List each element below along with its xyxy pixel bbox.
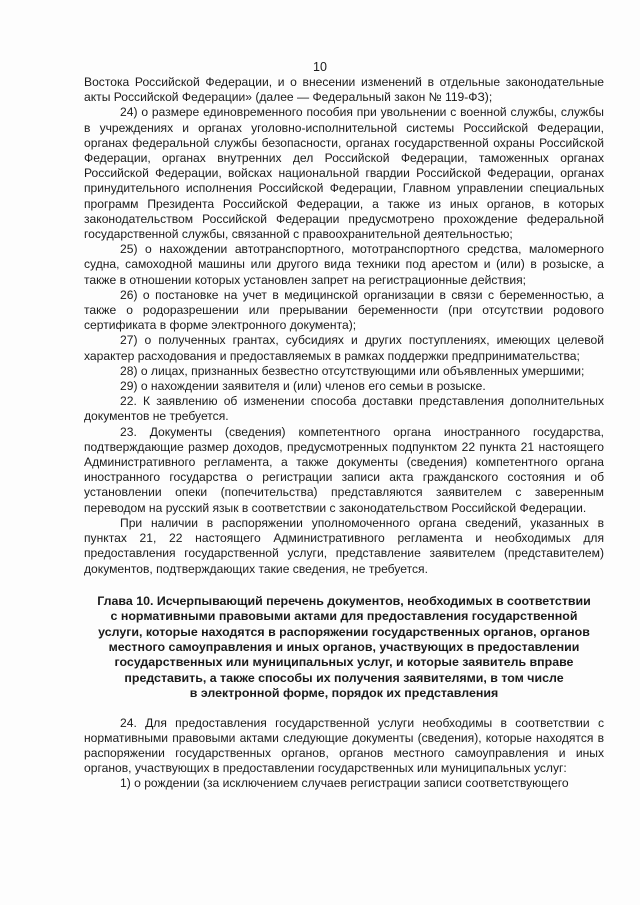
paragraph: 24) о размере единовременного пособия при увольнении с военной службы, службы в учреждениях и органах уголовно-исполнительной системы Российской Федерации, органах федеральной службы безопасности, органах государственной охраны Российской Федерации, органах внутренних дел Российской Федерации, таможенных органах Российской Федерации, войсках национальной гвардии Российской Федерации, органах принудительного исполнения Российской Федерации, Главном управлении специальных программ Президента Российской Федерации, а также из иных органов, в которых законодательством Российской Федерации предусмотрено прохождение федеральной государственной службы, связанной с правоохранительной деятельностью;: [84, 105, 604, 242]
paragraph: 27) о полученных грантах, субсидиях и других поступлениях, имеющих целевой характер расходования и предоставляемых в рамках поддержки предпринимательства;: [84, 333, 604, 363]
page-number: 10: [313, 60, 327, 74]
chapter-heading-line: местного самоуправления и иных органов, участвующих в предоставлении: [108, 639, 580, 654]
paragraph: 28) о лицах, признанных безвестно отсутствующими или объявленных умершими;: [120, 363, 585, 378]
chapter-heading: [84, 594, 604, 702]
chapter-heading-line: с нормативными правовыми актами для предоставления государственной: [110, 609, 578, 624]
paragraph: 24. Для предоставления государственной услуги необходимы в соответствии с нормативными правовыми актами следующие документы (сведения), которые находятся в распоряжении государственных органов, органов местного самоуправления и иных органов, участвующих в предоставлении государственных или муниципальных услуг:: [84, 715, 604, 776]
chapter-heading-line: представить, а также способы их получения заявителями, в том числе: [124, 670, 564, 685]
document-body: [84, 75, 604, 792]
paragraph: При наличии в распоряжении уполномоченного органа сведений, указанных в пунктах 21, 22 настоящего Административного регламента и необходимых для предоставления государственной услуги, представление заявителем (представителем) документов, подтверждающих такие сведения, не требуется.: [84, 515, 604, 576]
chapter-heading-line: услуги, которые находятся в распоряжении государственных органов, органов: [98, 624, 590, 639]
chapter-heading-line: Глава 10. Исчерпывающий перечень документов, необходимых в соответствии: [97, 593, 591, 608]
chapter-heading-line: государственных или муниципальных услуг, и которые заявитель вправе: [114, 655, 574, 670]
paragraph: 26) о постановке на учет в медицинской организации в связи с беременностью, а также о родоразрешении или прерывании беременности (при отсутствии родового сертификата в форме электронного документа);: [84, 287, 604, 333]
paragraph: 1) о рождении (за исключением случаев регистрации записи соответствующего: [120, 776, 569, 791]
paragraph: 22. К заявлению об изменении способа доставки представления дополнительных документов не требуется.: [84, 394, 604, 424]
section-gap: [84, 702, 604, 716]
paragraph-continuation: Востока Российской Федерации, и о внесении изменений в отдельные законодательные акты Российской Федерации» (далее — Федеральный закон № 119-ФЗ);: [84, 75, 604, 105]
paragraph: 29) о нахождении заявителя и (или) членов его семьи в розыске.: [120, 379, 486, 394]
paragraph: 23. Документы (сведения) компетентного органа иностранного государства, подтверждающие размер доходов, предусмотренных подпунктом 22 пункта 21 настоящего Административного регламента, а также документы (сведения) компетентного органа иностранного государства о регистрации записи акта гражданского состояния и об установлении опеки (попечительства) представляются заявителем с заверенным переводом на русский язык в соответствии с законодательством Российской Федерации.: [84, 424, 604, 515]
chapter-heading-line: в электронной форме, порядок их представления: [189, 686, 499, 701]
paragraph: 25) о нахождении автотранспортного, мототранспортного средства, маломерного судна, самоходной машины или другого вида техники под арестом и (или) в розыске, а также в отношении которых установлен запрет на регистрационные действия;: [84, 242, 604, 287]
